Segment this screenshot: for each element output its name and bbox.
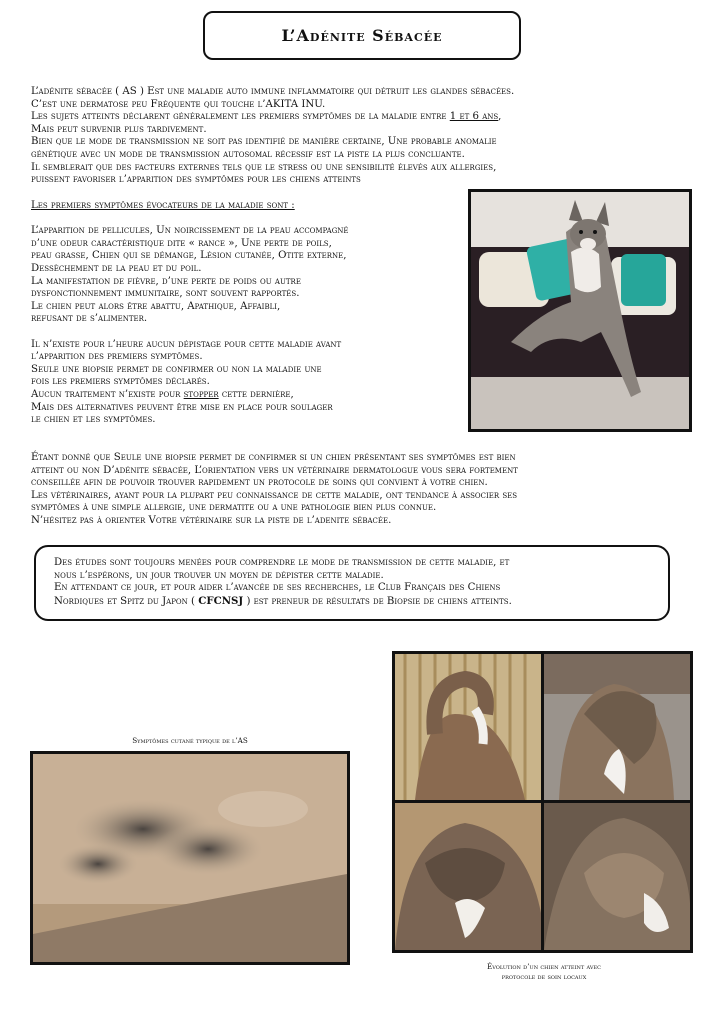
symptom-line: La manifestation de fièvre, d’une perte de poids ou autre [31,275,301,287]
club-acronym: CFCNSJ [198,594,244,607]
page-title [203,11,521,60]
evolution-caption [430,962,658,982]
treatment-line: Il n’existe pour l’heure aucun dépistage pour cette maladie avant [31,338,342,350]
intro-line: puissent favoriser l’apparition des symptômes pour les chiens atteints [31,174,361,186]
treatment-line: l’apparition des premiers symptômes. [31,351,203,363]
intro-line: C’est une dermatose peu Fréquente qui touche l’AKITA INU. [31,98,326,110]
intro-line: Bien que le mode de transmission ne soit pas identifié de manière certaine, Une probable anomalie [31,136,497,148]
studies-line: Nordiques et Spitz du Japon ( CFCNSJ ) est preneur de résultats de Biopsie de chiens atteints. [54,594,512,607]
evolution-photo-grid [392,651,693,953]
skin-lesion-image [33,754,347,962]
evolution-caption-line: protocole de soin locaux [501,972,587,981]
studies-line: nous l’espérons, un jour trouver un moyen de dépister cette maladie. [54,569,384,581]
dog-tail-image [544,803,690,950]
intro-line: Mais peut survenir plus tardivement. [31,123,207,135]
diagnosis-line: N’hésitez pas à orienter Votre vétérinaire sur la piste de l’adenite sébacée. [31,514,392,526]
intro-line: L’adénite sébacée ( AS ) Est une maladie auto immune inflammatoire qui détruit les glandes sébacées. [31,86,515,97]
symptom-line: peau grasse, Chien qui se démange, Lésion cutanée, Otite externe, [31,250,347,262]
skin-photo-caption: Symptômes cutané typique de l’AS [132,736,248,745]
dog-tail-image [395,803,541,950]
diagnosis-paragraph [31,452,691,528]
studies-line: Des études sont toujours menées pour comprendre le mode de transmission de cette maladie, et [54,557,510,568]
symptom-line: Le chien peut alors être abattu, Apathique, Affaibli, [31,300,281,312]
symptom-line: dysfonctionnement immunitaire, sont souvent rapportés. [31,288,300,300]
intro-paragraph [31,86,691,187]
diagnosis-line: atteint ou non D’adénite sébacée, L’orientation vers un vétérinaire dermatologue vous sera fortement [31,464,518,476]
treatment-line: fois les premiers symptômes déclarés. [31,376,210,388]
title-text: L’Adénite Sébacée [281,26,443,45]
treatment-line: Aucun traitement n’existe pour stopper cette dernière, [31,388,294,400]
symptom-line: d’une odeur caractéristique dite « rance », Une perte de poils, [31,237,332,249]
skin-lesion-photo [30,751,350,965]
dog-on-sofa-image [471,192,689,429]
evolution-photo-4 [544,803,690,950]
symptoms-section [31,200,451,427]
diagnosis-line: symptômes à une simple allergie, une dermatite ou a une pathologie bien plus connue. [31,502,437,514]
diagnosis-line: Étant donné que Seule une biopsie permet de confirmer si un chien présentant ses symptômes est bien [31,452,516,463]
studies-line: En attendant ce jour, et pour aider l’avancée de ses recherches, le Club Français des Chiens [54,582,501,594]
studies-callout [34,545,670,621]
dog-tail-image [395,654,541,800]
stopper-word: stopper [183,388,219,400]
symptom-line: L’apparition de pellicules, Un noircissement de la peau accompagné [31,225,349,237]
dog-on-sofa-photo [468,189,692,432]
symptom-line: Dessèchement de la peau et du poil. [31,262,202,274]
diagnosis-line: conseillée afin de pouvoir trouver rapidement un protocole de soins qui convient à votre chien. [31,477,488,489]
intro-line: génétique avec un mode de transmission autosomal récessif est la piste la plus concluante. [31,148,465,160]
symptom-line: refusant de s’alimenter. [31,313,148,325]
treatment-line: le chien et les symptômes. [31,414,156,426]
age-range: 1 et 6 ans [449,111,499,123]
symptoms-heading: Les premiers symptômes évocateurs de la maladie sont : [31,200,295,211]
treatment-line: Mais des alternatives peuvent être mise en place pour soulager [31,401,333,413]
evolution-caption-line: Évolution d’un chien atteint avec [486,962,601,971]
treatment-line: Seule une biopsie permet de confirmer ou non la maladie une [31,363,322,375]
dog-tail-image [544,654,690,800]
evolution-photo-3 [395,803,541,950]
evolution-photo-1 [395,654,541,800]
intro-line: Il semblerait que des facteurs externes tels que le stress ou une sensibilité élevés aux allergies, [31,161,497,173]
diagnosis-line: Les vétérinaires, ayant pour la plupart peu connaissance de cette maladie, ont tendance à associer ses [31,489,518,501]
evolution-photo-2 [544,654,690,800]
intro-line: Les sujets atteints déclarent généralement les premiers symptômes de la maladie entre 1 et 6 ans, [31,111,502,123]
